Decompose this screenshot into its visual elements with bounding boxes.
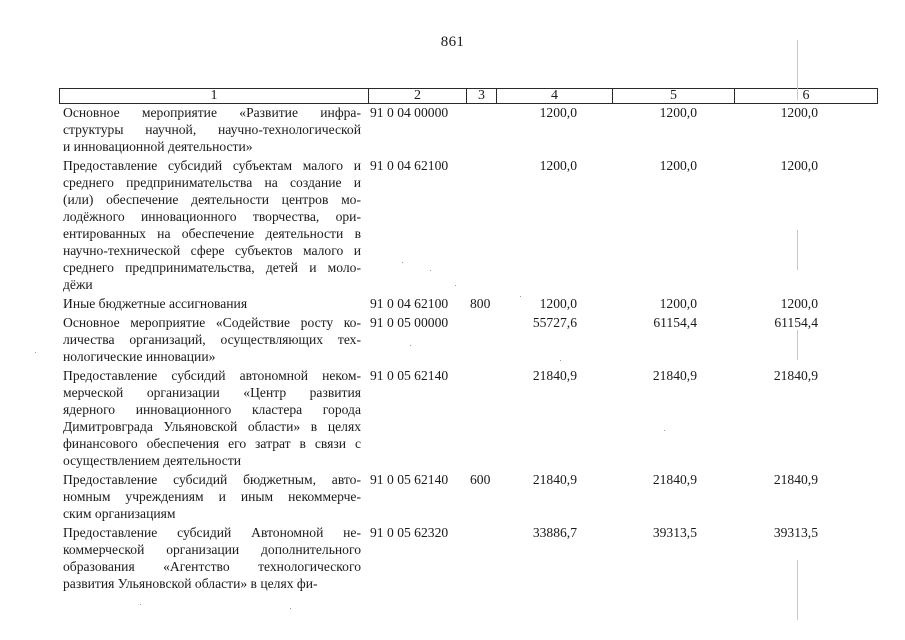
scan-speck	[430, 270, 431, 271]
row-value-col6: 21840,9	[773, 368, 818, 383]
row-value-col5: 21840,9	[652, 472, 697, 487]
row-value-col4: 1200,0	[539, 296, 577, 311]
row-expense-type: 800	[470, 296, 491, 311]
header-col-5: 5	[613, 89, 735, 103]
table-row	[0, 314, 905, 365]
scan-speck	[402, 262, 403, 263]
page-number: 861	[440, 34, 465, 50]
description-line: Иные бюджетные ассигнования	[63, 296, 248, 311]
row-value-col6: 1200,0	[780, 105, 818, 120]
description-line: научно-технической сфере субъектов малого и	[63, 243, 361, 258]
header-col-2: 2	[369, 89, 467, 103]
description-line: (или) обеспечение деятельности центров мо-	[63, 192, 361, 207]
row-expense-type: 600	[470, 472, 491, 487]
row-value-col4: 21840,9	[532, 472, 577, 487]
description-line: среднего предпринимательства, детей и моло-	[63, 260, 361, 275]
table-header-row	[59, 88, 878, 104]
row-target-code: 91 0 04 00000	[370, 105, 449, 120]
row-description	[63, 295, 361, 312]
row-value-col5: 1200,0	[659, 105, 697, 120]
row-description	[63, 367, 361, 469]
row-value-col5: 39313,5	[652, 525, 697, 540]
row-target-code: 91 0 05 62140	[370, 368, 449, 383]
row-description	[63, 314, 361, 365]
description-line: Основное мероприятие «Содействие росту ко-	[63, 315, 361, 330]
row-value-col5: 21840,9	[652, 368, 697, 383]
row-target-code: 91 0 04 62100	[370, 158, 449, 173]
description-line: Предоставление субсидий бюджетным, авто-	[63, 472, 361, 487]
scan-edge-mark	[797, 330, 798, 360]
description-line: среднего предпринимательства на создание и	[63, 175, 361, 190]
row-value-col4: 21840,9	[532, 368, 577, 383]
description-line: и инновационной деятельности»	[63, 139, 253, 154]
description-line: образования «Агентство технологического	[63, 559, 361, 574]
scan-speck	[35, 352, 36, 353]
header-col-6: 6	[802, 88, 810, 103]
row-value-col4: 33886,7	[532, 525, 577, 540]
row-target-code: 91 0 05 62140	[370, 472, 449, 487]
description-line: развития Ульяновской области» в целях фи-	[63, 576, 318, 591]
row-value-col6: 1200,0	[780, 296, 818, 311]
row-target-code: 91 0 05 00000	[370, 315, 449, 330]
description-line: Основное мероприятие «Развитие инфра-	[63, 105, 361, 120]
scan-edge-mark	[797, 560, 798, 620]
header-col-4: 4	[497, 89, 613, 103]
table-row	[0, 367, 905, 469]
row-value-col6: 61154,4	[774, 315, 818, 330]
scan-edge-mark	[797, 230, 798, 270]
description-line: Димитровграда Ульяновской области» в целях	[63, 419, 361, 434]
row-target-code: 91 0 05 62320	[370, 525, 449, 540]
row-value-col6: 21840,9	[773, 472, 818, 487]
row-description	[63, 471, 361, 522]
description-line: номным учреждениям и иным некоммерче-	[63, 489, 361, 504]
row-value-col4: 1200,0	[539, 158, 577, 173]
row-description	[63, 104, 361, 155]
description-line: коммерческой организации дополнительного	[63, 542, 361, 557]
row-value-col4: 55727,6	[532, 315, 577, 330]
table-row	[0, 295, 905, 312]
scan-speck	[560, 360, 561, 361]
scan-speck	[410, 345, 411, 346]
table-row	[0, 157, 905, 293]
description-line: Предоставление субсидий субъектам малого и	[63, 158, 361, 173]
description-line: осуществлением деятельности	[63, 453, 242, 468]
description-line: дёжи	[63, 277, 93, 292]
row-value-col6: 1200,0	[780, 158, 818, 173]
description-line: ским организациям	[63, 506, 176, 521]
description-line: личества организаций, осуществляющих тех-	[63, 332, 361, 347]
row-value-col5: 1200,0	[659, 158, 697, 173]
description-line: мерческой организации «Центр развития	[63, 385, 361, 400]
header-col-1: 1	[60, 89, 369, 103]
description-line: ентированных на обеспечение деятельности в	[63, 226, 361, 241]
row-value-col5: 61154,4	[653, 315, 697, 330]
description-line: нологические инновации»	[63, 349, 216, 364]
header-col-3: 3	[467, 89, 497, 103]
scan-speck	[140, 604, 141, 605]
description-line: структуры научной, научно-технологической	[63, 122, 361, 137]
row-target-code: 91 0 04 62100	[370, 296, 449, 311]
description-line: ядерного инновационного кластера города	[63, 402, 361, 417]
row-value-col4: 1200,0	[539, 105, 577, 120]
row-description	[63, 157, 361, 293]
description-line: финансового обеспечения его затрат в связи с	[63, 436, 361, 451]
row-value-col6: 39313,5	[773, 525, 818, 540]
scan-edge-mark	[797, 40, 798, 100]
description-line: Предоставление субсидий Автономной не-	[63, 525, 361, 540]
scan-speck	[455, 285, 456, 286]
table-row	[0, 104, 905, 155]
row-description	[63, 524, 361, 592]
description-line: Предоставление субсидий автономной неком-	[63, 368, 361, 383]
description-line: лодёжного инновационного творчества, ори-	[63, 209, 361, 224]
table-row	[0, 471, 905, 522]
scan-speck	[520, 296, 521, 297]
table-row	[0, 524, 905, 592]
row-value-col5: 1200,0	[659, 296, 697, 311]
scan-speck	[664, 430, 665, 431]
scan-speck	[290, 608, 291, 609]
